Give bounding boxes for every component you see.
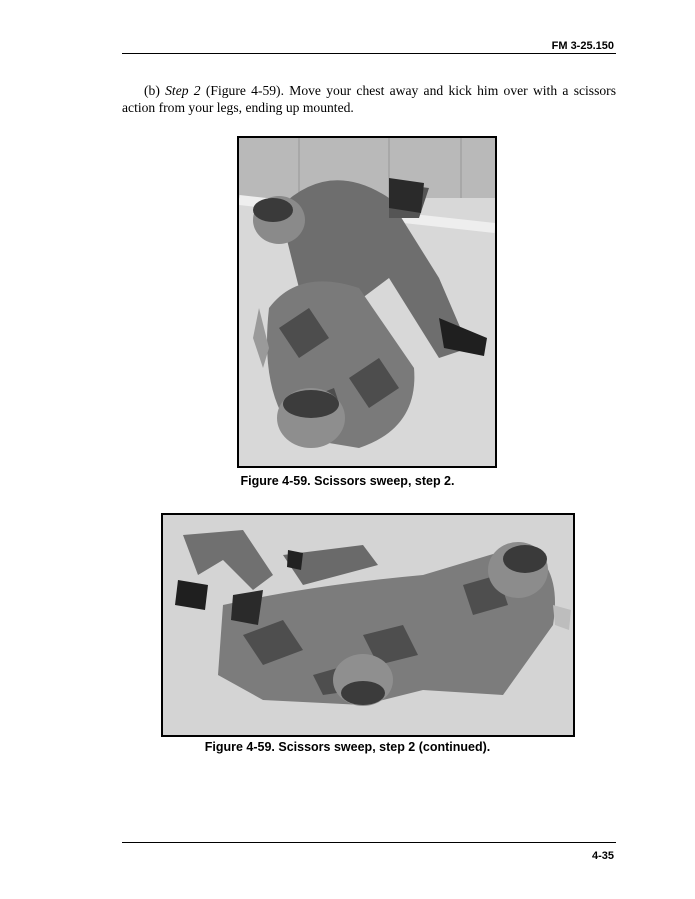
- header-rule: [122, 53, 616, 54]
- running-header: FM 3-25.150: [551, 40, 614, 52]
- figure-photo-step-2-continued: [161, 513, 575, 737]
- figure-photo-step-2: [237, 136, 497, 468]
- figure-caption-1: Figure 4-59. Scissors sweep, step 2.: [240, 474, 455, 488]
- figure-caption-2: Figure 4-59. Scissors sweep, step 2 (continued).: [204, 740, 491, 754]
- para-step-label: Step 2: [165, 83, 201, 98]
- para-text: (Figure 4-59). Move your chest away and kick him over with a scissors action from your legs, ending up mounted.: [122, 83, 616, 115]
- page-number: 4-35: [591, 850, 614, 862]
- footer-rule: [122, 842, 616, 843]
- para-prefix: (b): [144, 83, 166, 98]
- step-paragraph: [122, 82, 616, 116]
